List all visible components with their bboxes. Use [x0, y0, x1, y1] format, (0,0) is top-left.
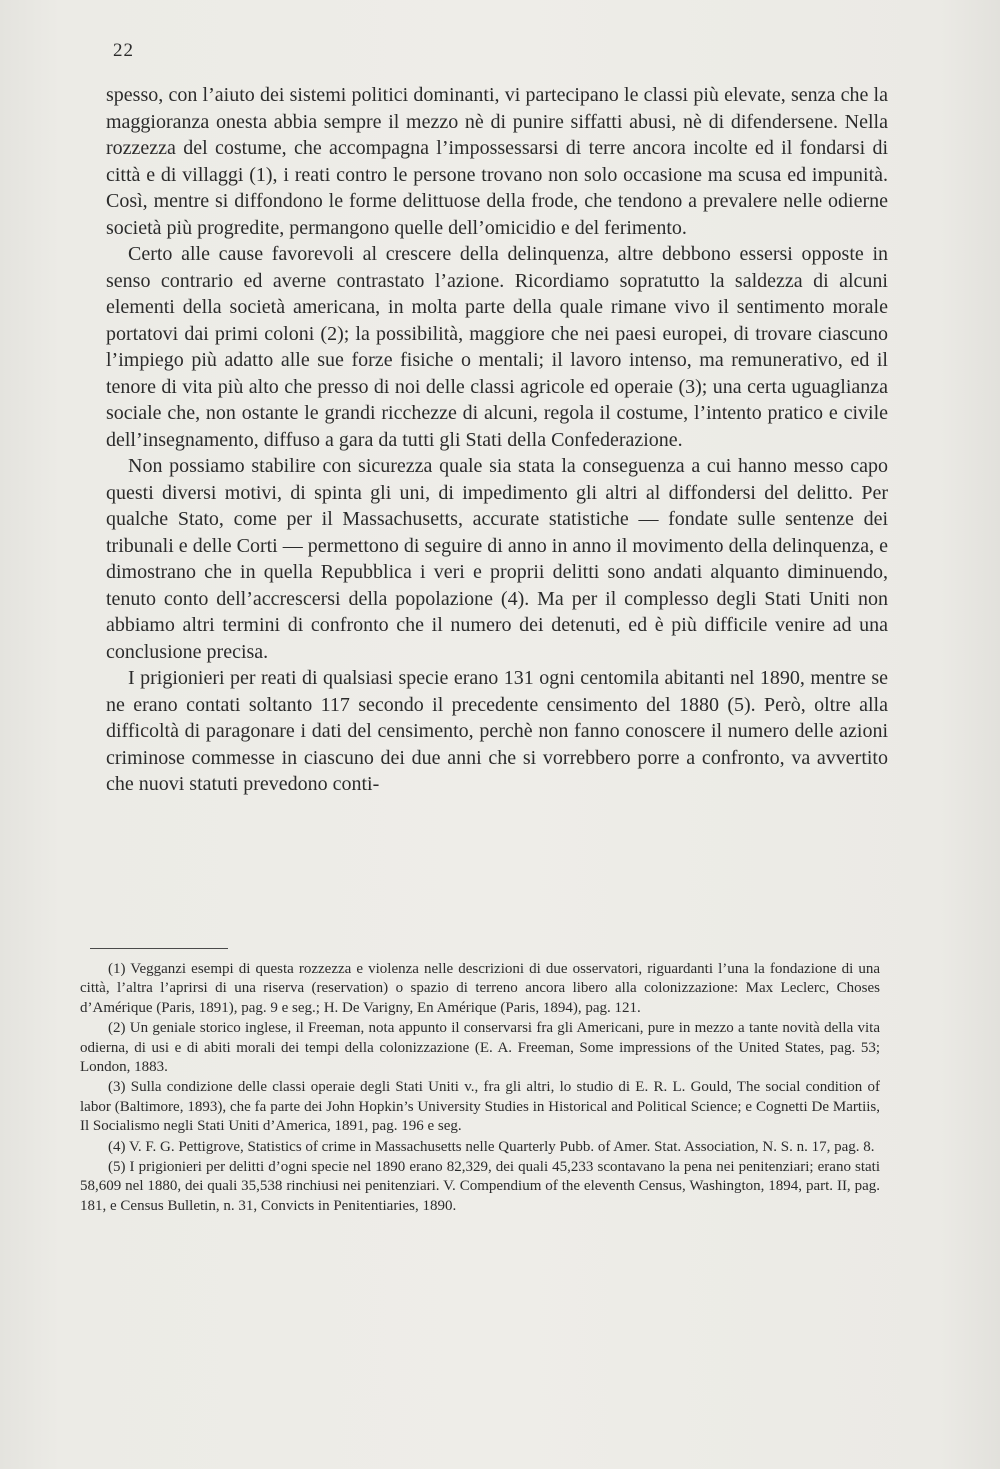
- body-text: [106, 82, 888, 798]
- footnote: (2) Un geniale storico inglese, il Freeman, nota appunto il conservarsi fra gli Americani, pure in mezzo a tante novità della vita odierna, di usi e di abiti morali dei tempi della colonizzazione (E. A. Freeman, Some impressions of the United States, pag. 53; London, 1883.: [80, 1020, 880, 1076]
- paragraph: I prigionieri per reati di qualsiasi specie erano 131 ogni centomila abitanti nel 1890, mentre se ne erano contati soltanto 117 secondo il precedente censimento del 1880 (5). Però, oltre alla difficoltà di paragonare i dati del censimento, perchè non fanno conoscere il numero delle azioni criminose commesse in ciascuno dei due anni che si vorrebbero porre a confronto, va avvertito che nuovi statuti prevedono conti-: [106, 667, 888, 795]
- footnote: (4) V. F. G. Pettigrove, Statistics of crime in Massachusetts nelle Quarterly Pubb. of Amer. Stat. Association, N. S. n. 17, pag. 8.: [108, 1138, 875, 1155]
- footnote: (3) Sulla condizione delle classi operaie degli Stati Uniti v., fra gli altri, lo studio di E. R. L. Gould, The social condition of labor (Baltimore, 1893), che fa parte dei John Hopkin’s University Studies in Historical and Political Science; e Cognetti De Martiis, Il Socialismo negli Stati Uniti d’America, 1891, pag. 196 e seg.: [80, 1079, 880, 1135]
- footnote: (5) I prigionieri per delitti d’ogni specie nel 1890 erano 82,329, dei quali 45,233 scontavano la pena nei penitenziari; erano stati 58,609 nel 1880, dei quali 35,538 rinchiusi nei penitenziari. V. Compendium of the eleventh Census, Washington, 1894, part. II, pag. 181, e Census Bulletin, n. 31, Convicts in Penitentiaries, 1890.: [80, 1159, 880, 1214]
- footnotes: [80, 960, 880, 1216]
- footnote: (1) Vegganzi esempi di questa rozzezza e violenza nelle descrizioni di due osservatori, riguardanti l’una la fondazione di una città, l’altra l’aprirsi di una riserva (reservation) o spazio di terreno ancora libero alla colonizzazione: Max Leclerc, Choses d’Amérique (Paris, 1891), pag. 9 e seg.; H. De Varigny, En Amérique (Paris, 1894), pag. 121.: [80, 961, 880, 1016]
- paragraph: Non possiamo stabilire con sicurezza quale sia stata la conseguenza a cui hanno messo capo questi diversi motivi, di spinta gli uni, di impedimento gli altri al diffondersi del delitto. Per qualche Stato, come per il Massachusetts, accurate statistiche — fondate sulle sentenze dei tribunali e delle Corti — permettono di seguire di anno in anno il movimento della delinquenza, e dimostrano che in quella Repubblica i veri e proprii delitti sono andati alquanto diminuendo, tenuto conto dell’accrescersi della popolazione (4). Ma per il complesso degli Stati Uniti non abbiamo altri termini di confronto che il numero dei detenuti, ed è più difficile venire ad una conclusione precisa.: [106, 455, 888, 663]
- paragraph: Certo alle cause favorevoli al crescere della delinquenza, altre debbono essersi opposte in senso contrario ed averne contrastato l’azione. Ricordiamo sopratutto la saldezza di alcuni elementi della società americana, in molta parte della quale rimane vivo il sentimento morale portatovi dai primi coloni (2); la possibilità, maggiore che nei paesi europei, di trovare ciascuno l’impiego più adatto alle sue forze fisiche o mentali; il lavoro intenso, ma remunerativo, ed il tenore di vita più alto che presso di noi delle classi agricole ed operaie (3); una certa uguaglianza sociale che, non ostante le grandi ricchezze di alcuni, regola il costume, l’intento pratico e civile dell’insegnamento, diffuso a gara da tutti gli Stati della Confederazione.: [106, 243, 888, 451]
- paragraph: spesso, con l’aiuto dei sistemi politici dominanti, vi partecipano le classi più elevate, senza che la maggioranza onesta abbia sempre il mezzo nè di punire siffatti abusi, nè di difendersene. Nella rozzezza del costume, che accompagna l’impossessarsi di terre ancora incolte ed il fondarsi di città e di villaggi (1), i reati contro le persone trovano non solo occasione ma scusa ed impunità. Così, mentre si diffondono le forme delittuose della frode, che tendono a prevalere nelle odierne società più progredite, permangono quelle dell’omicidio e del ferimento.: [106, 84, 888, 239]
- footnote-separator: [90, 948, 228, 949]
- page-number: 22: [113, 40, 134, 61]
